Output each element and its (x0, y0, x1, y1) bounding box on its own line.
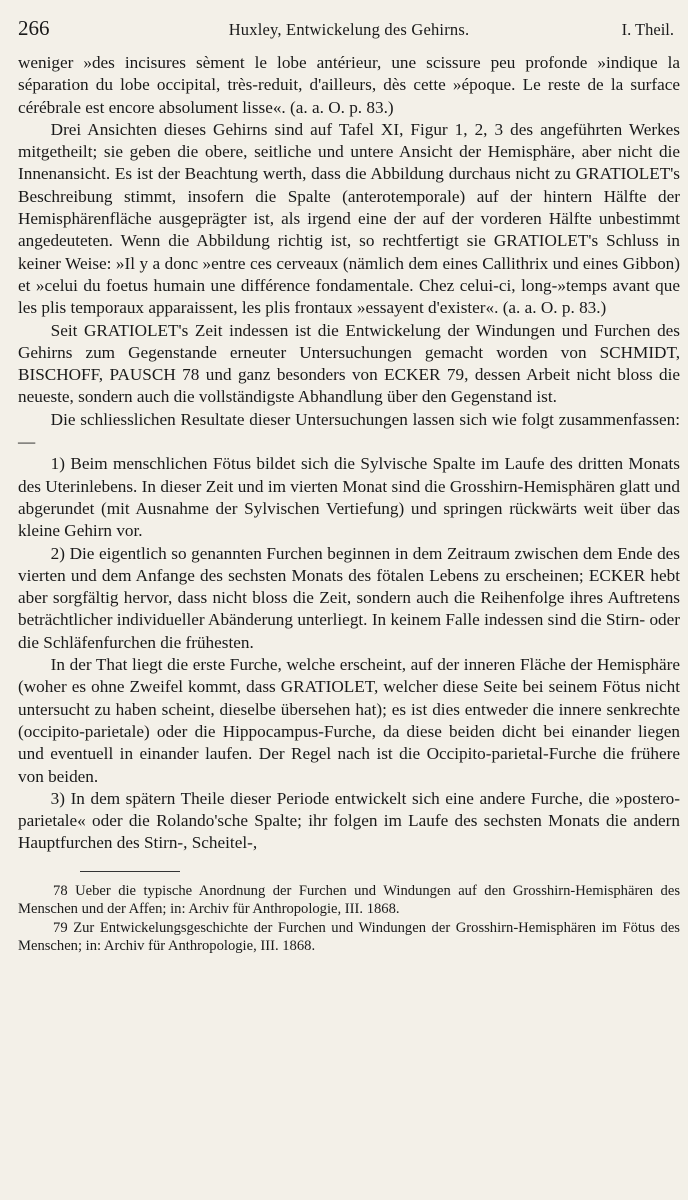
body-text (18, 52, 680, 855)
paragraph: 3) In dem spätern Theile dieser Periode entwickelt sich eine andere Furche, die »postero-parietale« oder die Rolando'sche Spalte; ihr folgen im Laufe des sechsten Monats die andern Hauptfurchen des Stirn-, Scheitel-, (18, 788, 680, 853)
paragraph: Drei Ansichten dieses Gehirns sind auf Tafel XI, Figur 1, 2, 3 des angeführten Werkes mitgetheilt; sie geben die obere, seitliche und untere Ansicht der Hemisphäre, aber nicht die Innenansicht. Es ist der Beachtung werth, dass die Abbildung durchaus nicht zu GRATIOLET's Beschreibung stimmt, insofern die Spalte (anterotemporale) auf der hintern Hälfte der Hemisphärenfläche ausgeprägter ist, als irgend eine der auf der vorderen Hälfte unbestimmt angedeuteten. Wenn die Abbildung richtig ist, so rechtfertigt sie GRATIOLET's Schluss in keiner Weise: »Il y a donc »entre ces cerveaux (nämlich dem eines Callithrix und eines Gibbon) et »celui du foetus humain une différence fondamentale. Chez celui-ci, long-»temps avant que les plis temporaux apparaissent, les plis frontaux »essayent d'exister«. (a. a. O. p. 83.) (18, 119, 680, 318)
document-page (18, 10, 680, 955)
footnote: 78 Ueber die typische Anordnung der Furchen und Windungen auf den Grosshirn-Hemisphären des Menschen und der Affen; in: Archiv für Anthropologie, III. 1868. (18, 882, 680, 918)
footnote: 79 Zur Entwickelungsgeschichte der Furchen und Windungen der Grosshirn-Hemisphären im Fötus des Menschen; in: Archiv für Anthropologie, III. 1868. (18, 919, 680, 954)
running-header (18, 10, 680, 44)
paragraph: Seit GRATIOLET's Zeit indessen ist die Entwickelung der Windungen und Furchen des Gehirns zum Gegenstande erneuter Untersuchungen gemacht worden von SCHMIDT, BISCHOFF, PAUSCH 78 und ganz besonders von ECKER 79, dessen Arbeit nicht bloss die neueste, sondern auch die vollständigste Abhandlung über den Gegenstand ist. (18, 320, 680, 407)
paragraph: 1) Beim menschlichen Fötus bildet sich die Sylvische Spalte im Laufe des dritten Monats des Uterinlebens. In dieser Zeit und im vierten Monat sind die Grosshirn-Hemisphären glatt und abgerundet (mit Ausnahme der Sylvischen Vertiefung) und springen rückwärts weit über das kleine Gehirn vor. (18, 454, 680, 541)
page-number: 266 (18, 16, 50, 40)
paragraph-continuation: weniger »des incisures sèment le lobe antérieur, une scissure peu profonde »indique la séparation du lobe occipital, très-reduit, d'ailleurs, dès cette »époque. Le reste de la surface cérébrale est encore absolument lisse«. (a. a. O. p. 83.) (18, 53, 680, 117)
footnotes (18, 882, 680, 956)
paragraph: Die schliesslichen Resultate dieser Untersuchungen lassen sich wie folgt zusammenfassen: — (18, 409, 680, 452)
part-label: I. Theil. (621, 20, 674, 39)
paragraph: 2) Die eigentlich so genannten Furchen beginnen in dem Zeitraum zwischen dem Ende des vierten und dem Anfange des sechsten Monats des fötalen Lebens zu erscheinen; ECKER hebt aber sorgfältig hervor, dass nicht bloss die Zeit, sondern auch die Reihenfolge ihres Auftretens beträchtlicher individueller Abänderung unterliegt. In keinem Falle indessen sind die Stirn- oder die Schläfenfurchen die frühesten. (18, 543, 680, 652)
paragraph: In der That liegt die erste Furche, welche erscheint, auf der inneren Fläche der Hemisphäre (woher es ohne Zweifel kommt, dass GRATIOLET, welcher diese Seite bei seinem Fötus nicht untersucht zu haben scheint, dieselbe übersehen hat); es ist dies entweder die innere senkrechte (occipito-parietale) oder die Hippocampus-Furche, da diese beiden dicht bei einander liegen und eventuell in einander laufen. Der Regel nach ist die Occipito-parietal-Furche die frühere von beiden. (18, 655, 680, 786)
running-title: Huxley, Entwickelung des Gehirns. (228, 20, 470, 39)
footnote-divider (80, 871, 180, 872)
